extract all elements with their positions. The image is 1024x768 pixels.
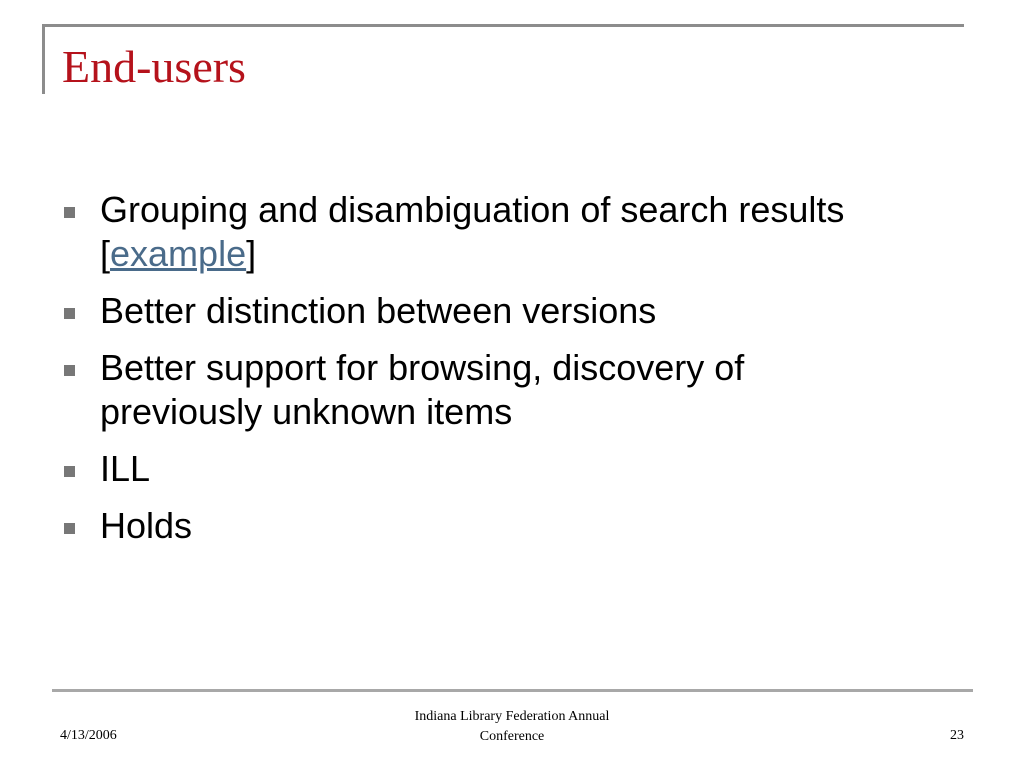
footer-conference-line2: Conference bbox=[479, 729, 545, 744]
bullet-text: Better support for browsing, discovery of previously unknown items bbox=[100, 347, 745, 432]
bullet-item-holds bbox=[62, 504, 892, 548]
bullet-text-pre: Grouping and disambiguation of search results [ bbox=[100, 189, 845, 274]
bullet-item-ill bbox=[62, 447, 892, 491]
square-bullet-icon bbox=[64, 523, 75, 534]
square-bullet-icon bbox=[64, 207, 75, 218]
bullet-text: ILL bbox=[100, 448, 151, 489]
bullet-item-browsing bbox=[62, 346, 892, 434]
square-bullet-icon bbox=[64, 365, 75, 376]
footer-divider bbox=[52, 689, 973, 692]
bullet-text-post: ] bbox=[246, 233, 257, 274]
bullet-list bbox=[62, 188, 892, 561]
title-frame-left-line bbox=[42, 24, 45, 94]
bullet-item-versions bbox=[62, 289, 892, 333]
bullet-item-grouping bbox=[62, 188, 892, 276]
square-bullet-icon bbox=[64, 308, 75, 319]
footer-conference-line1: Indiana Library Federation Annual bbox=[414, 709, 610, 724]
page-number: 23 bbox=[950, 728, 964, 743]
footer-date: 4/13/2006 bbox=[60, 728, 117, 743]
bullet-text: Better distinction between versions bbox=[100, 290, 657, 331]
footer-conference-name bbox=[362, 707, 662, 747]
slide-title: End-users bbox=[62, 41, 246, 92]
title-frame-top-line bbox=[42, 24, 964, 27]
square-bullet-icon bbox=[64, 466, 75, 477]
bullet-text: Holds bbox=[100, 505, 193, 546]
example-link[interactable]: example bbox=[110, 233, 247, 274]
